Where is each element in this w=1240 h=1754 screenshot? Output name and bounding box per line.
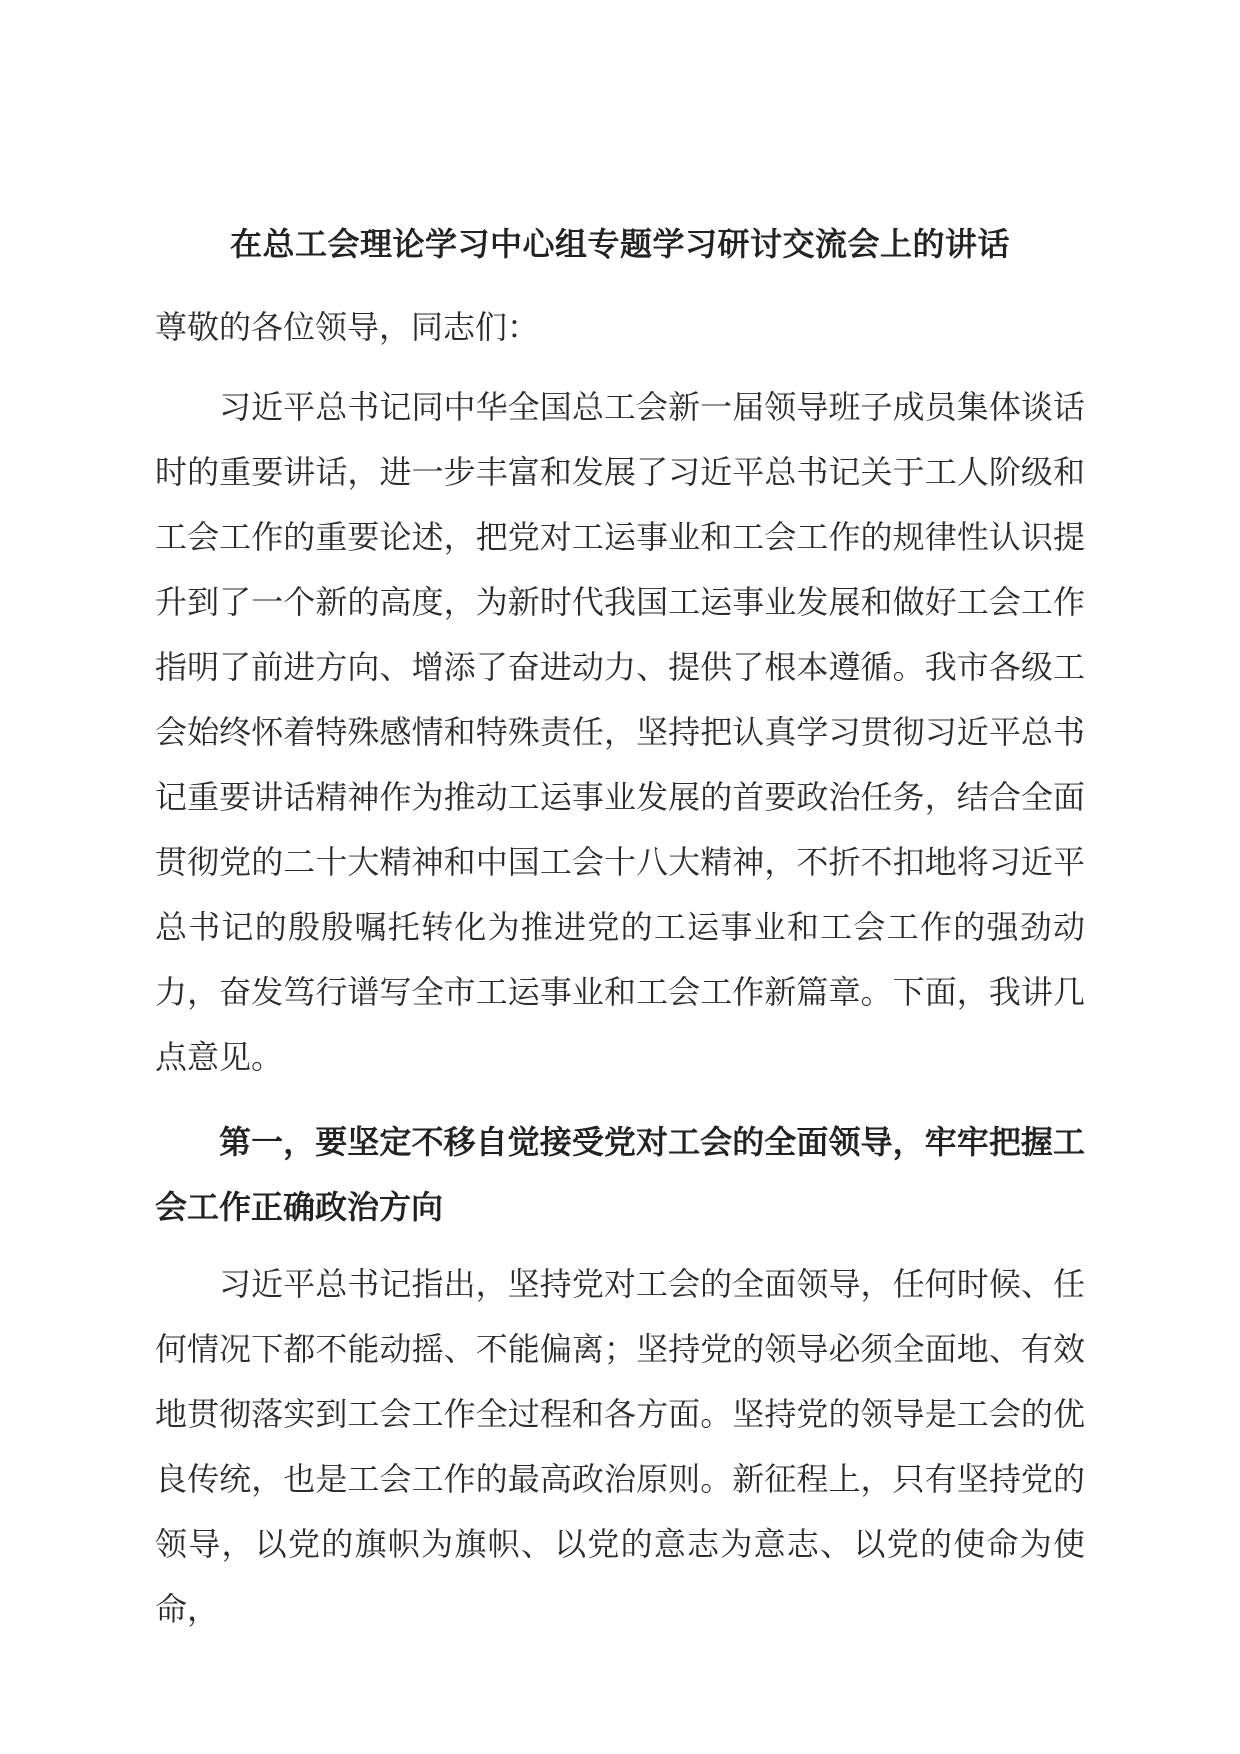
- salutation: 尊敬的各位领导，同志们：: [155, 308, 540, 346]
- paragraph-intro: 习近平总书记同中华全国总工会新一届领导班子成员集体谈话时的重要讲话，进一步丰富和发展了习近平总书记关于工人阶级和工会工作的重要论述，把党对工运事业和工会工作的规律性认识提升到了一个新的高度，为新时代我国工运事业发展和做好工会工作指明了前进方向、增添了奋进动力、提供了根本遵循。我市各级工会始终怀着特殊感情和特殊责任，坚持把认真学习贯彻习近平总书记重要讲话精神作为推动工运事业发展的首要政治任务，结合全面贯彻党的二十大精神和中国工会十八大精神，不折不扣地将习近平总书记的殷殷嘱托转化为推进党的工运事业和工会工作的强劲动力，奋发笃行谱写全市工运事业和工会工作新篇章。下面，我讲几点意见。: [155, 388, 1085, 1076]
- document-title: 在总工会理论学习中心组专题学习研讨交流会上的讲话: [229, 225, 1010, 263]
- section-heading-first: 第一，要坚定不移自觉接受党对工会的全面领导，牢牢把握工会工作正确政治方向: [155, 1123, 1085, 1226]
- paragraph-first-section: 习近平总书记指出，坚持党对工会的全面领导，任何时候、任何情况下都不能动摇、不能偏离；坚持党的领导必须全面地、有效地贯彻落实到工会工作全过程和各方面。坚持党的领导是工会的优良传统，也是工会工作的最高政治原则。新征程上，只有坚持党的领导，以党的旗帜为旗帜、以党的意志为意志、以党的使命为使命，: [155, 1265, 1085, 1628]
